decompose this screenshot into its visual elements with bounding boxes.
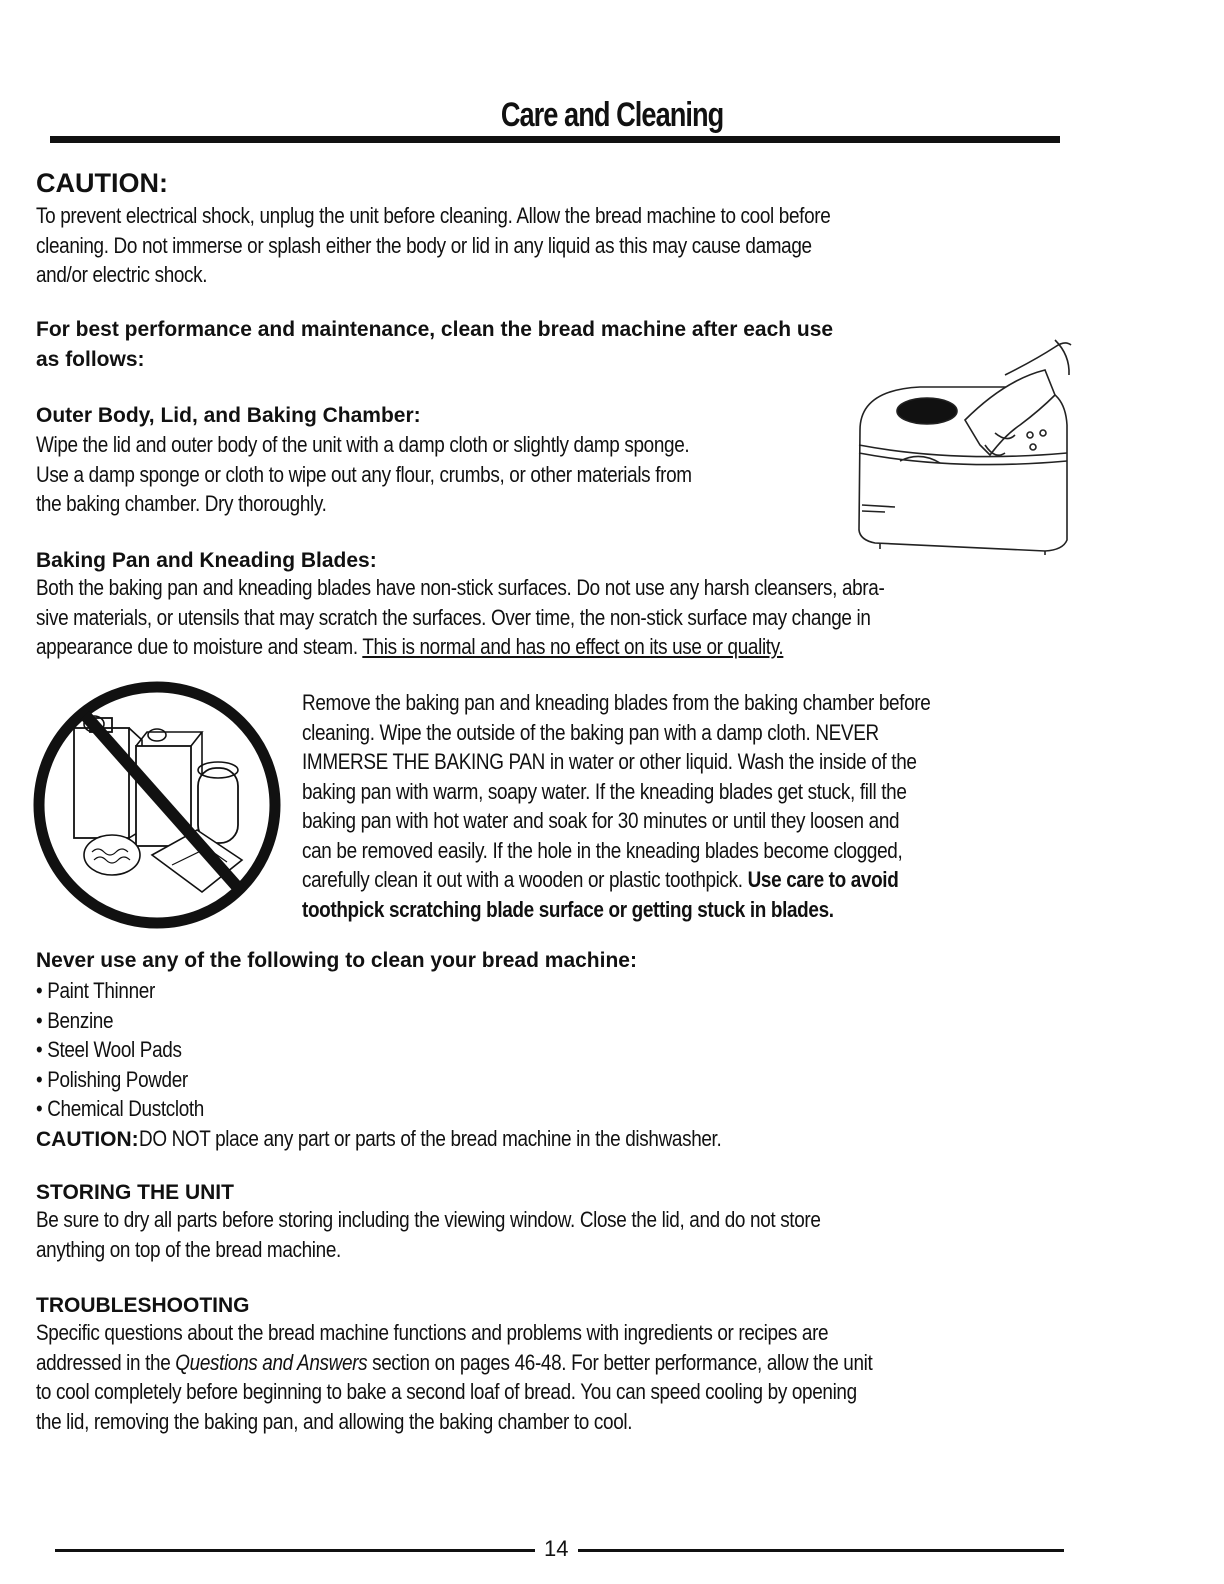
dishwasher-caution: CAUTION:DO NOT place any part or parts of the bread machine in the dishwasher. <box>36 1126 722 1151</box>
storing-heading: STORING THE UNIT <box>36 1181 234 1204</box>
best-performance-heading: For best performance and maintenance, clean the bread machine after each use as follows: <box>36 318 834 371</box>
troubleshooting-paragraph: Specific questions about the bread machine functions and problems with ingredients or recipes are addressed in the Questions and Answers section on pages 46-48. For better performance, allow the unit to cool completely before beginning to bake a second loaf of bread. You can speed cooling by opening the lid, removing the baking pan, and allowing the baking chamber to cool. <box>36 1320 873 1434</box>
list-item: • Steel Wool Pads <box>36 1037 182 1062</box>
bread-machine-wiping-illustration <box>845 335 1075 560</box>
footer-rule-right <box>578 1549 1064 1552</box>
caution-heading: CAUTION: <box>36 168 168 198</box>
page-number: 14 <box>544 1536 569 1561</box>
toothpick-warning: Use care to avoid <box>747 867 899 892</box>
list-item: • Benzine <box>36 1007 114 1033</box>
list-item: • Polishing Powder <box>36 1066 188 1092</box>
storing-paragraph: Be sure to dry all parts before storing including the viewing window. Close the lid, and do not store anything on top of the bread machine. <box>36 1207 821 1262</box>
page-title: Care and Cleaning <box>500 96 724 134</box>
baking-pan-heading: Baking Pan and Kneading Blades: <box>36 549 377 572</box>
qa-section-reference: Questions and Answers <box>175 1349 368 1375</box>
no-harsh-cleansers-icon <box>32 680 282 930</box>
troubleshooting-heading: TROUBLESHOOTING <box>36 1294 250 1317</box>
never-use-list <box>36 976 231 1124</box>
list-item: • Chemical Dustcloth <box>36 1096 204 1121</box>
caution-paragraph: To prevent electrical shock, unplug the unit before cleaning. Allow the bread machine to cool before cleaning. Do not immerse or splash either the body or lid in any liquid as this may cause damage and/or electric shock. <box>36 203 831 287</box>
remove-pan-paragraph: Remove the baking pan and kneading blades from the baking chamber before cleaning. Wipe the outside of the baking pan with a damp cloth. NEVER IMMERSE THE BAKING PAN in water or other liquid. Wash the inside of the baking pan with warm, soapy water. If the kneading blades get stuck, fill the baking pan with hot water and soak for 30 minutes or until they loosen and can be removed easily. If the hole in the kneading blades become clogged, carefully clean it out with a wooden or plastic toothpick. Use care to avoid toothpick scratching blade surface or getting stuck in blades. <box>302 690 931 922</box>
title-rule <box>50 136 1060 143</box>
outer-body-heading: Outer Body, Lid, and Baking Chamber: <box>36 404 421 427</box>
footer-rule-left <box>55 1549 535 1552</box>
list-item: • Paint Thinner <box>36 978 155 1003</box>
baking-pan-paragraph: Both the baking pan and kneading blades have non-stick surfaces. Do not use any harsh cleansers, abra- sive materials, or utensils that may scratch the surfaces. Over time, the non-stick surface may change in appearance due to moisture and steam. This is normal and has no effect on its use or quality. <box>36 575 885 659</box>
outer-body-paragraph: Wipe the lid and outer body of the unit with a damp cloth or slightly damp sponge. Use a damp sponge or cloth to wipe out any flour, crumbs, or other materials from the baking chamber. Dry thoroughly. <box>36 432 692 516</box>
never-use-heading: Never use any of the following to clean your bread machine: <box>36 949 637 972</box>
toothpick-warning-cont: toothpick scratching blade surface or getting stuck in blades. <box>302 896 834 922</box>
normal-note: This is normal and has no effect on its use or quality. <box>362 634 784 659</box>
